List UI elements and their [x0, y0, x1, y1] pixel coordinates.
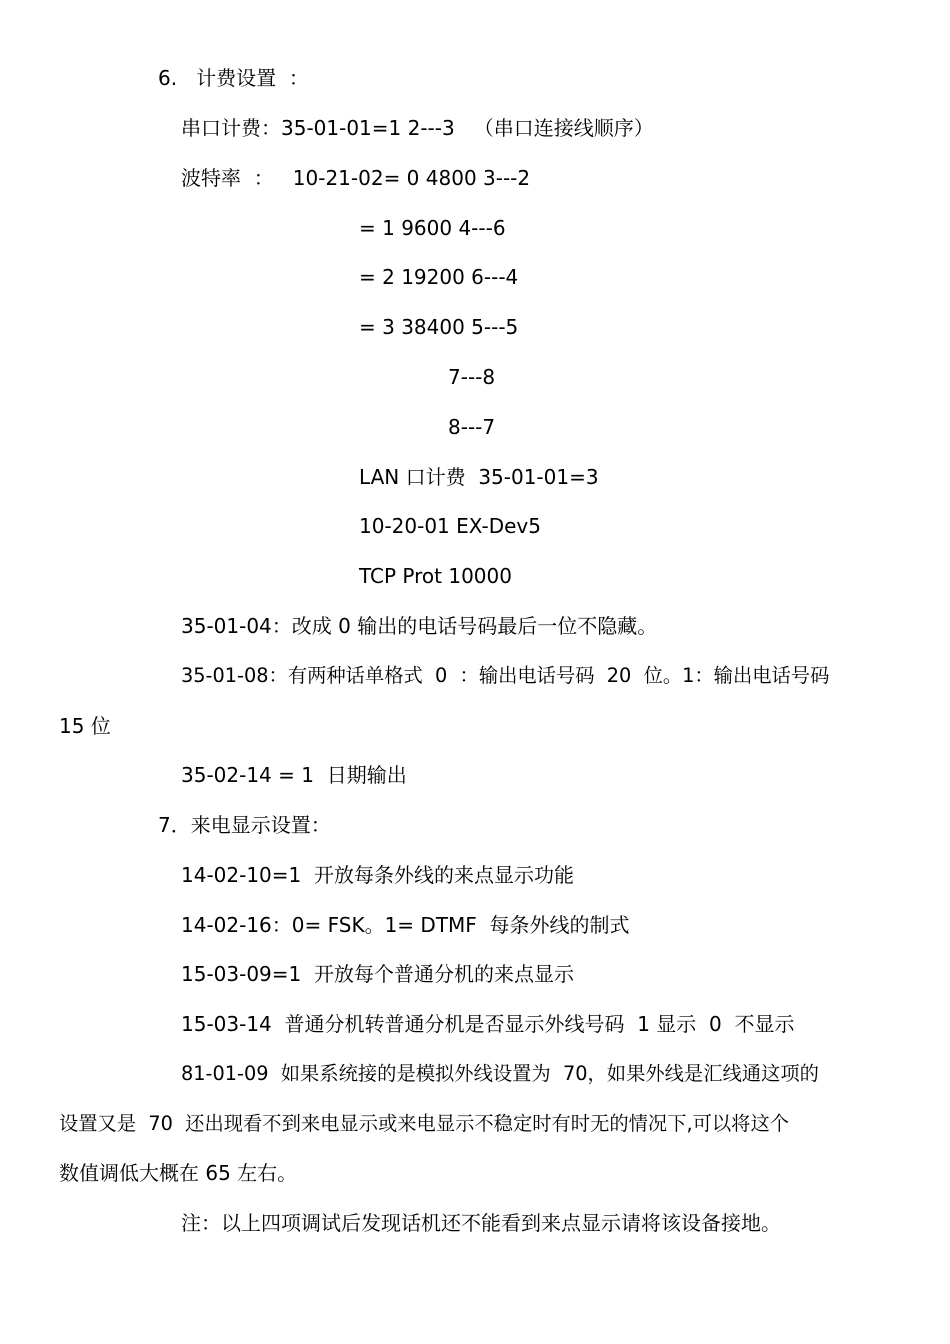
setting-35-02-14: 35-02-14 = 1 日期输出	[181, 763, 407, 787]
setting-81-01-09-line2: 设置又是 70 还出现看不到来电显示或来电显示不稳定时有时无的情况下,可以将这个	[59, 1112, 790, 1135]
note-line: 注：以上四项调试后发现话机还不能看到来点显示请将该设备接地。	[181, 1211, 781, 1235]
setting-35-01-08-line2: 15 位	[59, 714, 111, 738]
baud-rate-line: 波特率 ： 10-21-02= 0 4800 3---2	[181, 166, 531, 190]
setting-14-02-16: 14-02-16：0= FSK。1= DTMF 每条外线的制式	[181, 913, 630, 937]
serial-billing-line: 串口计费：35-01-01=1 2---3 （串口连接线顺序）	[181, 116, 654, 140]
setting-81-01-09-line1: 81-01-09 如果系统接的是模拟外线设置为 70，如果外线是汇线通这项的	[181, 1062, 819, 1085]
setting-35-01-08-line1: 35-01-08：有两种话单格式 0 ：输出电话号码 20 位。1：输出电话号码	[181, 664, 830, 687]
ex-dev-line: 10-20-01 EX-Dev5	[359, 514, 541, 538]
section-7-heading: 7．来电显示设置：	[158, 813, 331, 837]
setting-35-01-04: 35-01-04：改成 0 输出的电话号码最后一位不隐藏。	[181, 614, 658, 638]
tcp-port-line: TCP Prot 10000	[359, 564, 512, 588]
baud-option-1: = 1 9600 4---6	[359, 216, 506, 240]
wire-order-7-8: 7---8	[448, 365, 496, 389]
setting-15-03-09: 15-03-09=1 开放每个普通分机的来点显示	[181, 962, 574, 986]
section-6-heading: 6. 计费设置 ：	[158, 66, 309, 90]
setting-81-01-09-line3: 数值调低大概在 65 左右。	[59, 1161, 298, 1185]
baud-option-2: = 2 19200 6---4	[359, 265, 519, 289]
setting-15-03-14: 15-03-14 普通分机转普通分机是否显示外线号码 1 显示 0 不显示	[181, 1012, 795, 1036]
setting-14-02-10: 14-02-10=1 开放每条外线的来点显示功能	[181, 863, 574, 887]
baud-option-3: = 3 38400 5---5	[359, 315, 519, 339]
wire-order-8-7: 8---7	[448, 415, 496, 439]
lan-billing-line: LAN 口计费 35-01-01=3	[359, 465, 599, 489]
